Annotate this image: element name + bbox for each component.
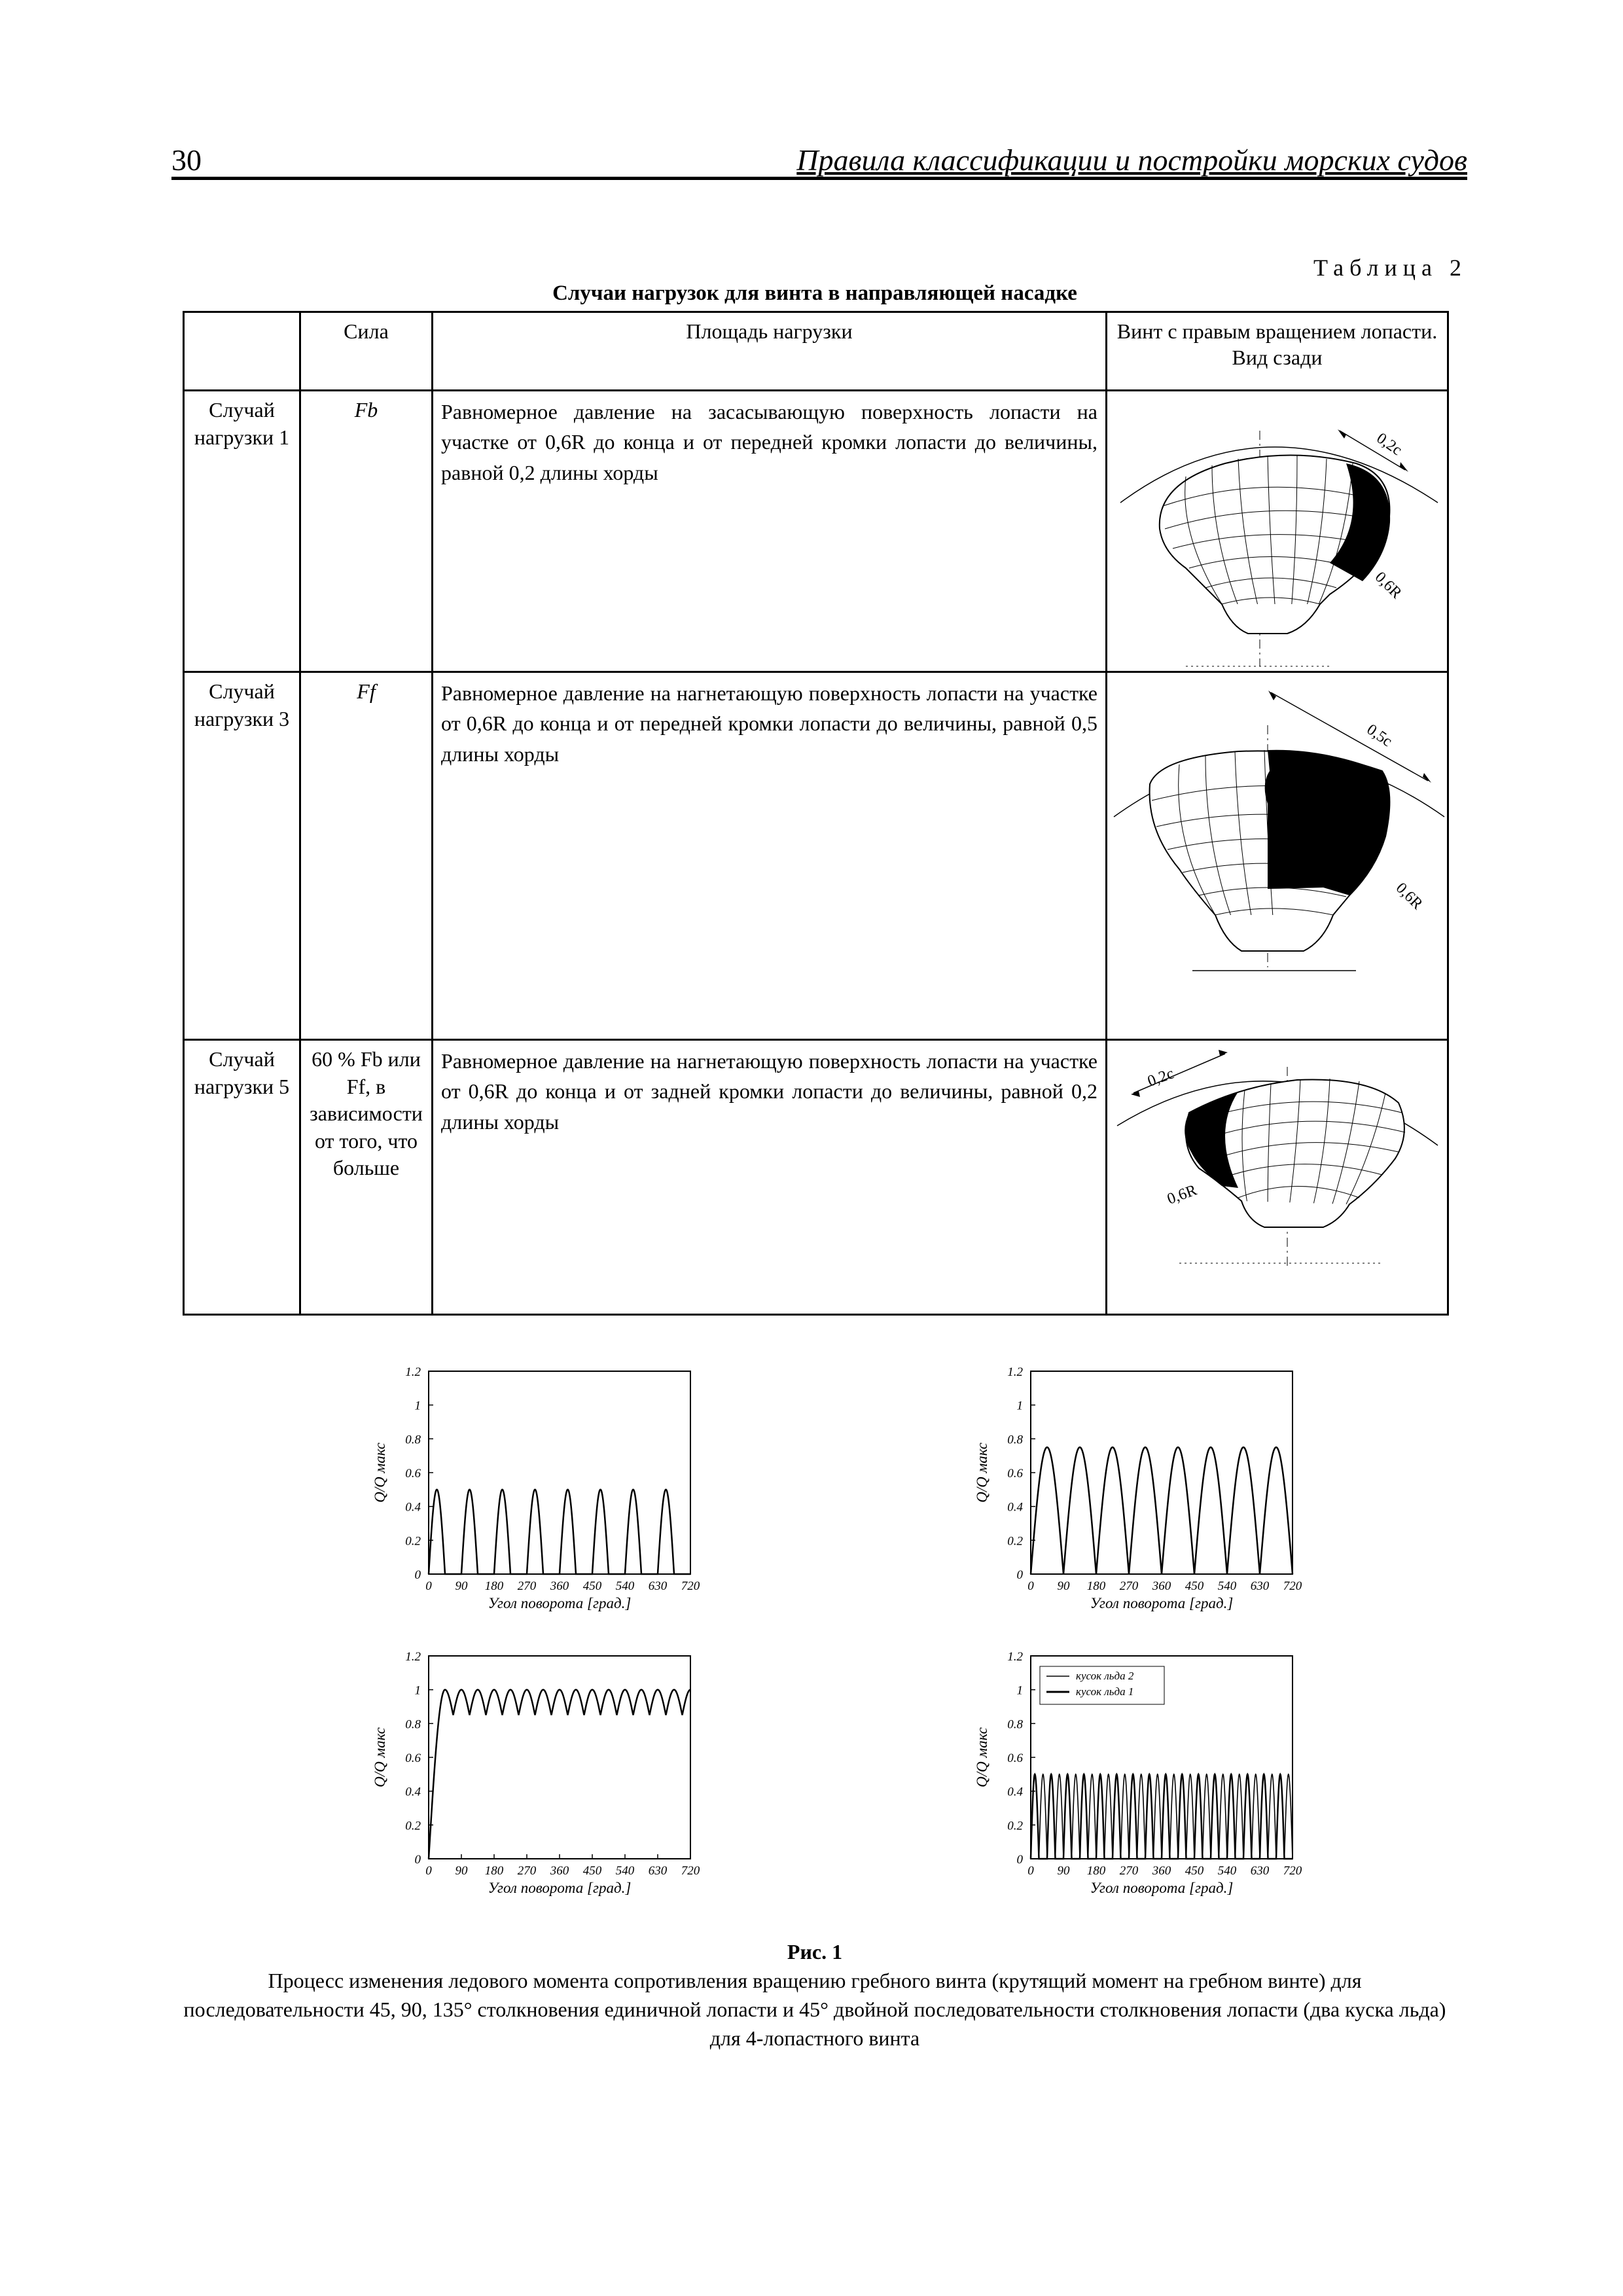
- x-tick-label: 180: [484, 1864, 504, 1878]
- blade-diagram-pressure-leading: [1107, 673, 1446, 1037]
- legend-entry: кусок льда 1: [1076, 1685, 1134, 1698]
- y-tick-label: 1.2: [405, 1650, 421, 1664]
- y-tick-label: 0.2: [405, 1819, 421, 1833]
- chart-svg: [969, 1365, 1309, 1633]
- plot-frame: [429, 1656, 690, 1859]
- x-tick-label: 270: [517, 1579, 537, 1593]
- y-tick-label: 1: [414, 1683, 421, 1698]
- x-tick-label: 540: [615, 1864, 635, 1878]
- x-tick-label: 630: [648, 1864, 668, 1878]
- x-axis-label: Угол поворота [град.]: [1090, 1595, 1234, 1611]
- x-tick-label: 630: [1250, 1579, 1270, 1593]
- figure-label-chord: 0,2c: [1145, 1065, 1177, 1090]
- force-text: Ff: [357, 679, 376, 703]
- x-tick-label: 270: [517, 1864, 537, 1878]
- x-tick-label: 450: [582, 1864, 602, 1878]
- y-tick-label: 0.8: [405, 1433, 421, 1447]
- page-number: 30: [171, 143, 202, 177]
- chart-svg: [366, 1649, 707, 1918]
- y-tick-label: 0.4: [1007, 1500, 1023, 1515]
- running-header: Правила классификации и постройки морских судов: [796, 143, 1467, 177]
- x-tick-label: 720: [1283, 1579, 1302, 1593]
- series-line: [429, 1490, 690, 1574]
- y-tick-label: 0.6: [405, 1467, 421, 1480]
- chart-single-90: [969, 1365, 1309, 1636]
- y-tick-label: 1.2: [405, 1365, 421, 1379]
- y-tick-label: 0.4: [405, 1500, 421, 1515]
- y-tick-label: 0.8: [1007, 1433, 1023, 1447]
- x-tick-label: 90: [455, 1579, 468, 1593]
- plot-frame: [429, 1371, 690, 1574]
- plot-frame: [1031, 1371, 1293, 1574]
- y-tick-label: 0.6: [1007, 1751, 1023, 1765]
- y-tick-label: 0.2: [1007, 1534, 1023, 1549]
- y-tick-label: 0.6: [405, 1751, 421, 1765]
- y-axis-label: Q/Q макс: [372, 1443, 388, 1503]
- x-tick-label: 0: [1027, 1579, 1034, 1593]
- force-text: Fb: [354, 398, 378, 422]
- force-cell: [300, 391, 433, 672]
- blade-diagram-pressure-trailing: [1107, 1041, 1446, 1313]
- header-cell-force: Сила: [300, 312, 433, 391]
- y-tick-label: 0: [1016, 1568, 1023, 1582]
- x-tick-label: 90: [1057, 1579, 1070, 1593]
- figure-label-chord: 0,5c: [1363, 721, 1395, 751]
- y-tick-label: 1: [1016, 1399, 1023, 1413]
- figure-caption-text: Процесс изменения ледового момента сопротивления вращению гребного винта (крутящий момент на гребном винте) для последовательности 45, 90, 135° столкновения единичной лопасти и 45° двойной последовательности столкновения лопасти (два куска льда) для 4-лопастного винта: [183, 1969, 1446, 2051]
- x-tick-label: 720: [681, 1864, 700, 1878]
- table-title: Случаи нагрузок для винта в направляющей насадке: [552, 281, 1077, 305]
- x-tick-label: 360: [1152, 1579, 1171, 1593]
- table-header-row: [184, 312, 1448, 391]
- figure-label-chord: 0,2c: [1373, 429, 1405, 459]
- force-cell: [300, 1040, 433, 1315]
- y-axis-label: Q/Q макс: [974, 1443, 990, 1503]
- area-description: Равномерное давление на засасывающую поверхность лопасти на участке от 0,6R до конца и от передней кромки лопасти до величины, равной 0,2 длины хорды: [433, 391, 1107, 672]
- y-tick-label: 1.2: [1007, 1365, 1023, 1379]
- y-tick-label: 0.2: [1007, 1819, 1023, 1833]
- x-axis-label: Угол поворота [град.]: [488, 1880, 632, 1896]
- header-cell-empty: [184, 312, 300, 391]
- chart-single-45: [366, 1365, 707, 1636]
- load-case-label: Случай нагрузки 3: [184, 672, 300, 1040]
- table-label: Таблица 2: [1313, 255, 1467, 281]
- x-tick-label: 450: [1185, 1864, 1204, 1878]
- force-cell: [300, 672, 433, 1040]
- y-tick-label: 0: [1016, 1853, 1023, 1867]
- load-case-label: Случай нагрузки 5: [184, 1040, 300, 1315]
- x-tick-label: 270: [1119, 1864, 1139, 1878]
- chart-double-45: [969, 1649, 1309, 1921]
- blade-diagram-suction-leading: [1107, 391, 1446, 670]
- header-cell-area: Площадь нагрузки: [433, 312, 1107, 391]
- area-description: Равномерное давление на нагнетающую поверхность лопасти на участке от 0,6R до конца и от передней кромки лопасти до величины, равной 0,5 длины хорды: [433, 672, 1107, 1040]
- x-tick-label: 450: [582, 1579, 602, 1593]
- x-tick-label: 180: [1086, 1579, 1106, 1593]
- blade-figure-cell: [1107, 391, 1448, 672]
- figure-label-radius: 0,6R: [1371, 568, 1405, 602]
- x-axis-label: Угол поворота [град.]: [1090, 1880, 1234, 1896]
- figure-label-radius: 0,6R: [1392, 879, 1426, 913]
- figure-number: Рис. 1: [787, 1940, 843, 1964]
- x-tick-label: 360: [1152, 1864, 1171, 1878]
- y-tick-label: 1: [1016, 1683, 1023, 1698]
- x-tick-label: 720: [1283, 1864, 1302, 1878]
- y-tick-label: 0.2: [405, 1534, 421, 1549]
- blade-figure-cell: [1107, 672, 1448, 1040]
- x-tick-label: 540: [615, 1579, 635, 1593]
- y-tick-label: 0: [414, 1568, 421, 1582]
- series-line: [429, 1690, 690, 1859]
- x-tick-label: 630: [1250, 1864, 1270, 1878]
- y-tick-label: 0: [414, 1853, 421, 1867]
- y-tick-label: 0.8: [1007, 1717, 1023, 1732]
- figure-label-radius: 0,6R: [1165, 1181, 1200, 1208]
- chart-svg: [366, 1365, 707, 1633]
- load-case-label: Случай нагрузки 1: [184, 391, 300, 672]
- area-description: Равномерное давление на нагнетающую поверхность лопасти на участке от 0,6R до конца и от задней кромки лопасти до величины, равной 0,2 длины хорды: [433, 1040, 1107, 1315]
- figure-caption: [183, 1937, 1446, 2053]
- y-tick-label: 0.4: [1007, 1785, 1023, 1799]
- blade-figure-cell: [1107, 1040, 1448, 1315]
- load-cases-table: [183, 311, 1449, 1316]
- x-axis-label: Угол поворота [град.]: [488, 1595, 632, 1611]
- y-axis-label: Q/Q макс: [974, 1727, 990, 1787]
- x-tick-label: 0: [425, 1864, 432, 1878]
- x-tick-label: 540: [1217, 1864, 1237, 1878]
- y-tick-label: 0.8: [405, 1717, 421, 1732]
- x-tick-label: 270: [1119, 1579, 1139, 1593]
- x-tick-label: 450: [1185, 1579, 1204, 1593]
- legend-entry: кусок льда 2: [1076, 1670, 1134, 1682]
- table-row: [184, 672, 1448, 1040]
- chart-single-135: [366, 1649, 707, 1921]
- table-row: [184, 391, 1448, 672]
- force-text: 60 % Fb или Ff, в зависимости от того, что больше: [310, 1047, 423, 1180]
- series-line: [1031, 1447, 1293, 1574]
- x-tick-label: 630: [648, 1579, 668, 1593]
- x-tick-label: 0: [425, 1579, 432, 1593]
- y-tick-label: 1: [414, 1399, 421, 1413]
- x-tick-label: 0: [1027, 1864, 1034, 1878]
- header-cell-figure: Винт с правым вращением лопасти. Вид сзади: [1107, 312, 1448, 391]
- x-tick-label: 360: [550, 1579, 569, 1593]
- x-tick-label: 540: [1217, 1579, 1237, 1593]
- x-tick-label: 180: [1086, 1864, 1106, 1878]
- x-tick-label: 90: [1057, 1864, 1070, 1878]
- x-tick-label: 720: [681, 1579, 700, 1593]
- y-tick-label: 1.2: [1007, 1650, 1023, 1664]
- table-row: [184, 1040, 1448, 1315]
- x-tick-label: 360: [550, 1864, 569, 1878]
- y-tick-label: 0.4: [405, 1785, 421, 1799]
- header-rule: [171, 177, 1467, 180]
- x-tick-label: 180: [484, 1579, 504, 1593]
- y-tick-label: 0.6: [1007, 1467, 1023, 1480]
- x-tick-label: 90: [455, 1864, 468, 1878]
- chart-svg: [969, 1649, 1309, 1918]
- y-axis-label: Q/Q макс: [372, 1727, 388, 1787]
